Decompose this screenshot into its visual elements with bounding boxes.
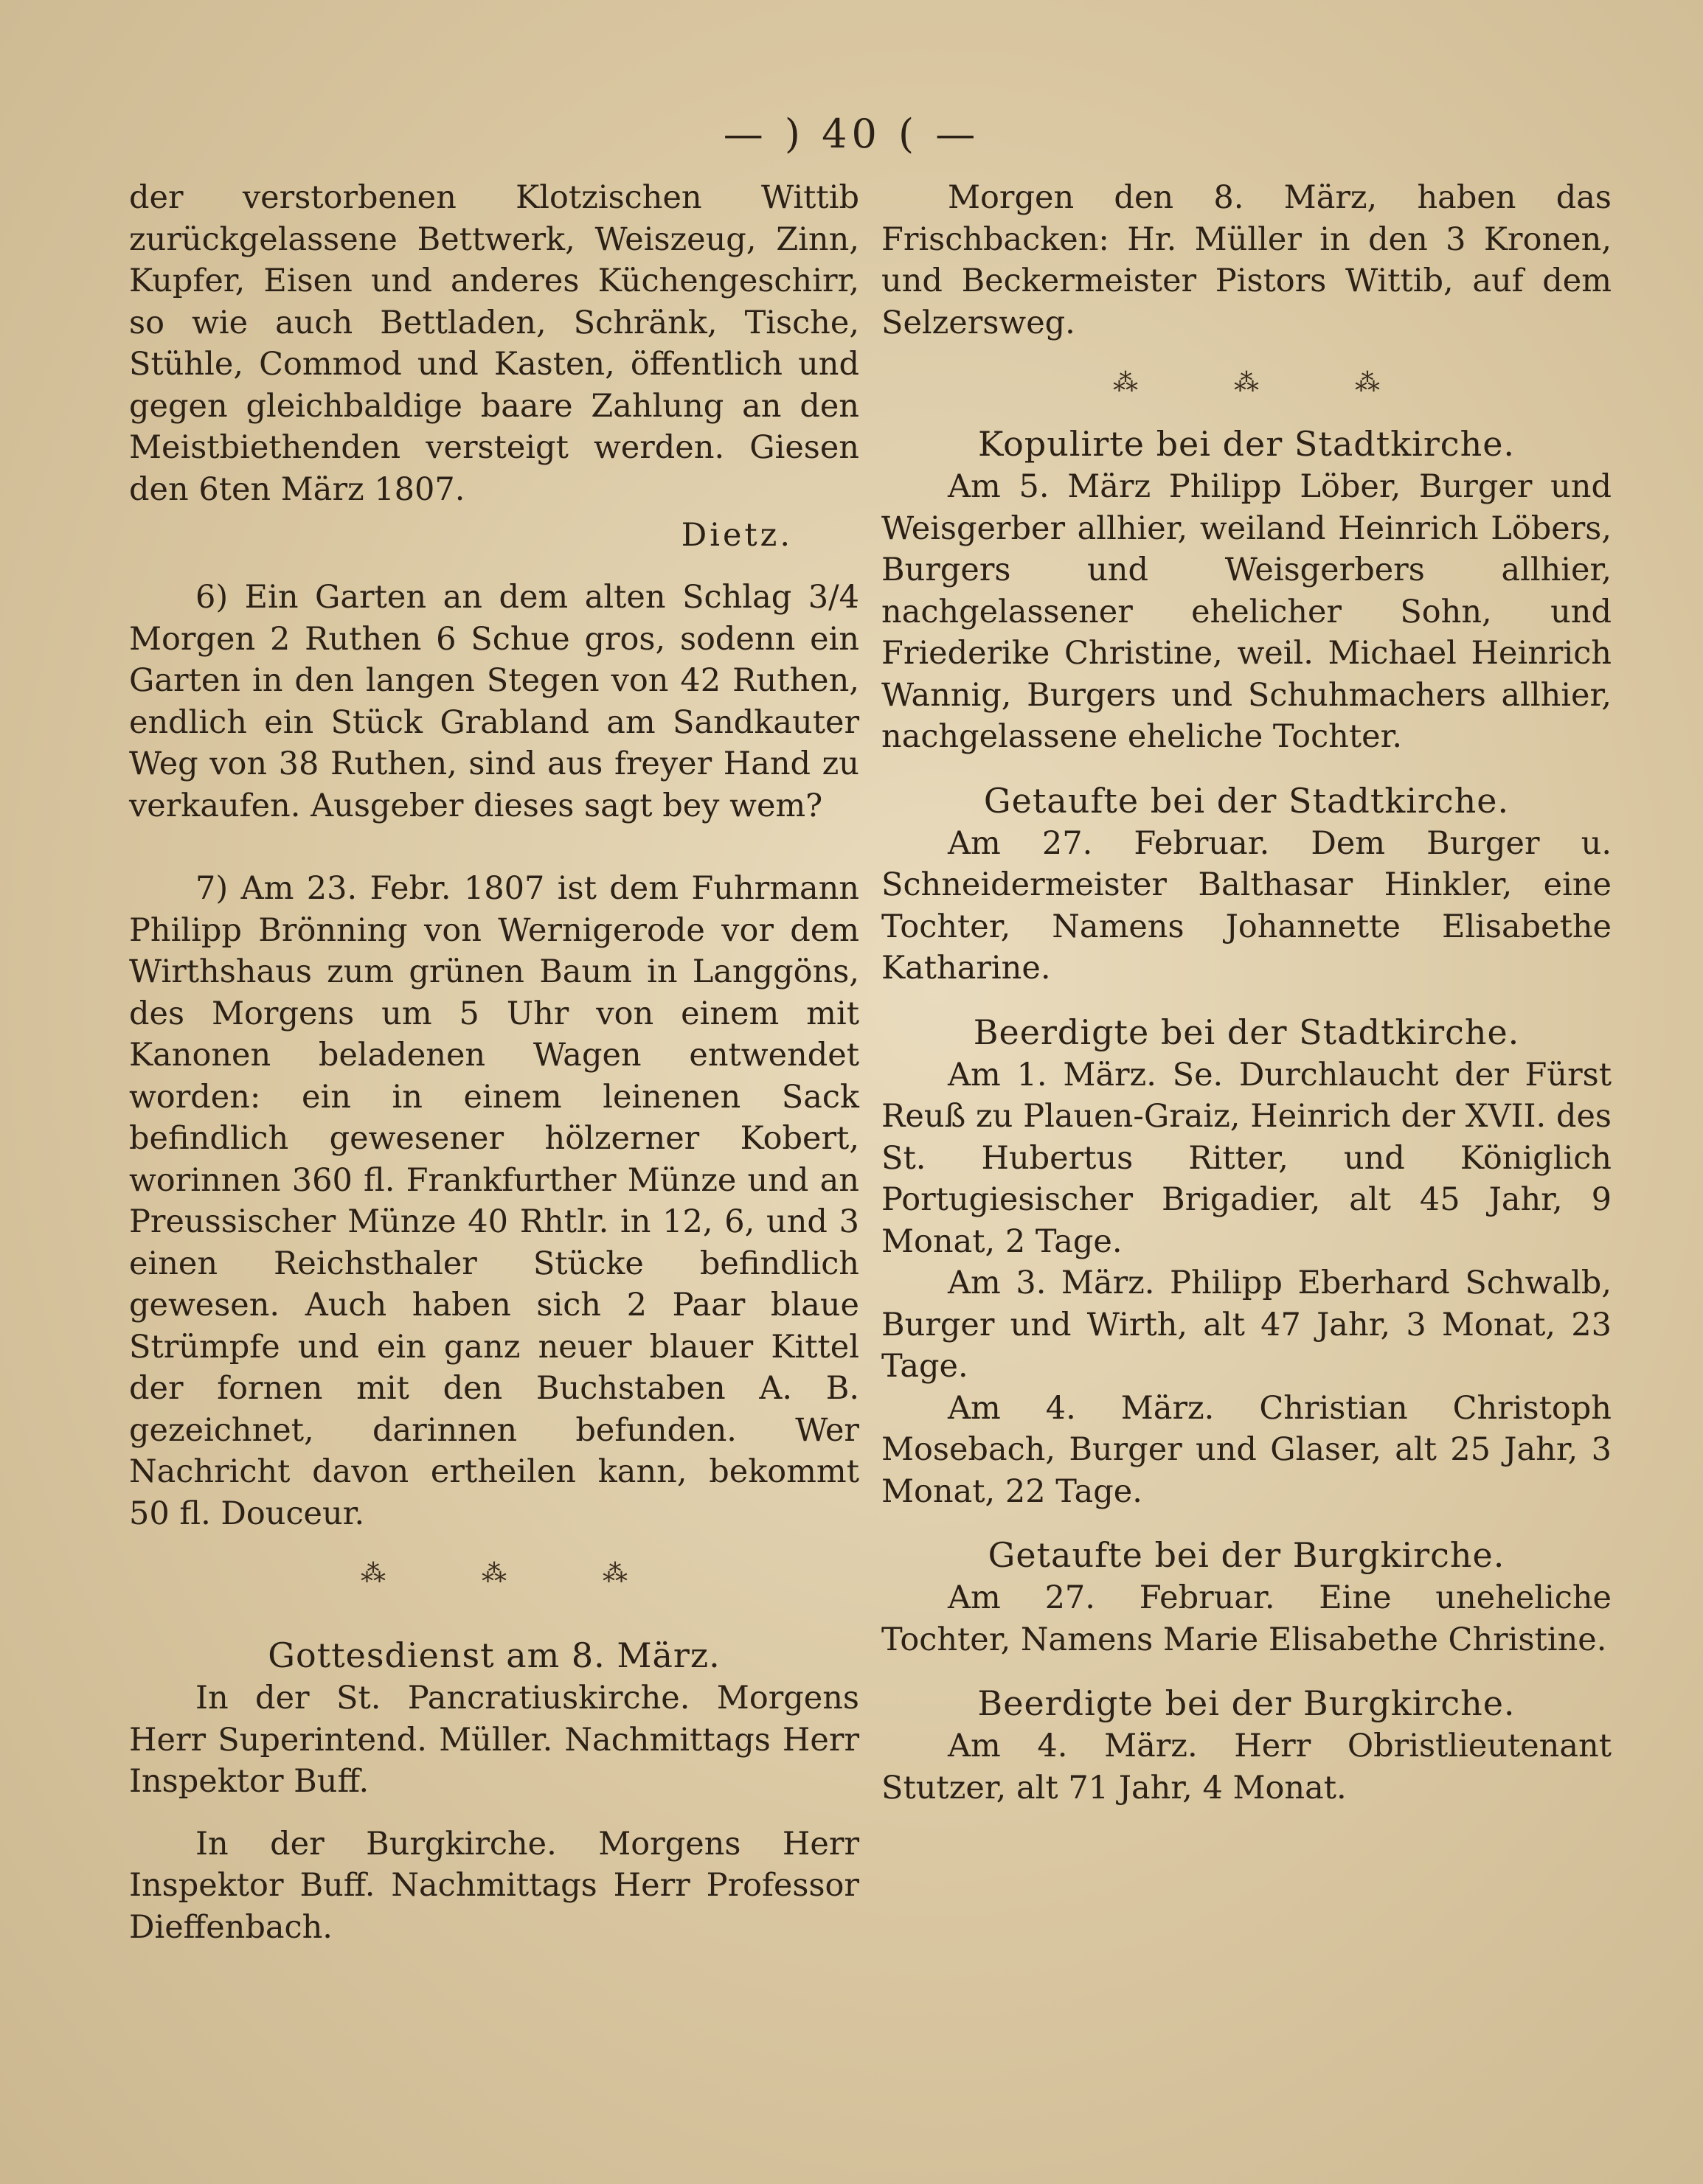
page-number: — ) 40 ( — — [723, 111, 980, 157]
heading-beerdigte-stadtkirche: Beerdigte bei der Stadtkirche. — [973, 1012, 1520, 1052]
ornament-divider — [129, 1555, 859, 1592]
ornament-divider — [881, 364, 1612, 401]
notice-6-garden-sale: 6) Ein Garten an dem alten Schlag 3/4 Morgen 2 Ruthen 6 Schue gros, sodenn ein Garten in den langen Stegen von 42 Ruthen, endlich ein Stück Grabland am Sandkauter Weg von 38 Ruthen, sind aus freyer Hand zu verkaufen. Ausgeber dieses sagt bey wem? — [129, 579, 859, 824]
heading-beerdigte-burgkirche: Beerdigte bei der Burgkirche. — [977, 1683, 1516, 1723]
baptism-entry-stadtkirche: Am 27. Februar. Dem Burger u. Schneidermeister Balthasar Hinkler, eine Tochter, Namens Johannette Elisabethe Katharine. — [881, 824, 1612, 987]
asterism-icon: ⁂ — [361, 1559, 386, 1588]
asterism-icon: ⁂ — [482, 1559, 507, 1588]
signature-dietz: Dietz. — [681, 517, 793, 554]
asterism-icon: ⁂ — [1113, 368, 1138, 397]
heading-gottesdienst: Gottesdienst am 8. März. — [268, 1635, 721, 1675]
heading-getaufte-stadtkirche: Getaufte bei der Stadtkirche. — [983, 780, 1510, 821]
auction-notice-continued: der verstorbenen Klotzischen Wittib zurückgelassene Bettwerk, Weiszeug, Zinn, Kupfer, Eisen und anderes Küchengeschirr, so wie auch Bettladen, Schränk, Tische, Stühle, Commod und Kasten, öffentlich und gegen gleichbaldige baare Zahlung an den Meistbiethenden versteigt werden. Giesen den 6ten März 1807. — [129, 179, 859, 508]
service-pancratiuskirche: In der St. Pancratiuskirche. Morgens Herr Superintend. Müller. Nachmittags Herr Inspektor Buff. — [129, 1680, 859, 1800]
asterism-icon: ⁂ — [603, 1559, 628, 1588]
asterism-icon: ⁂ — [1355, 368, 1380, 397]
baptism-entry-burgkirche: Am 27. Februar. Eine uneheliche Tochter, Namens Marie Elisabethe Christine. — [881, 1579, 1612, 1658]
notice-7-theft-report: 7) Am 23. Febr. 1807 ist dem Fuhrmann Philipp Brönning von Wernigerode vor dem Wirthshaus zum grünen Baum in Langgöns, des Morgens um 5 Uhr von einem mit Kanonen beladenen Wagen entwendet worden: ein in einem leinenen Sack befindlich gewesener hölzerner Kobert, worinnen 360 fl. Frankfurther Münze und an Preussischer Münze 40 Rhtlr. in 12, 6, und 3 einen Reichsthaler Stücke befindlich gewesen. Auch haben sich 2 Paar blaue Strümpfe und ein ganz neuer blauer Kittel der fornen mit den Buchstaben A. B. gezeichnet, darinnen befunden. Wer Nachricht davon ertheilen kann, bekommt 50 fl. Douceur. — [129, 870, 859, 1532]
burial-entry-fuerst-reuss: Am 1. März. Se. Durchlaucht der Fürst Reuß zu Plauen-Graiz, Heinrich der XVII. des St. Hubertus Ritter, und Königlich Portugiesischer Brigadier, alt 45 Jahr, 9 Monat, 2 Tage. — [881, 1056, 1612, 1260]
baking-notice: Morgen den 8. März, haben das Frischbacken: Hr. Müller in den 3 Kronen, und Beckermeister Pistors Wittib, auf dem Selzersweg. — [881, 179, 1612, 341]
service-burgkirche: In der Burgkirche. Morgens Herr Inspektor Buff. Nachmittags Herr Professor Dieffenbach. — [129, 1825, 859, 1946]
right-column — [881, 177, 1612, 1809]
heading-kopulirte-stadtkirche: Kopulirte bei der Stadtkirche. — [977, 424, 1516, 464]
burial-entry-stutzer: Am 4. März. Herr Obristlieutenant Stutzer, alt 71 Jahr, 4 Monat. — [881, 1728, 1612, 1806]
left-column — [129, 177, 859, 1948]
burial-entry-schwalb: Am 3. März. Philipp Eberhard Schwalb, Burger und Wirth, alt 47 Jahr, 3 Monat, 23 Tage. — [881, 1265, 1612, 1385]
marriage-entry: Am 5. März Philipp Löber, Burger und Weisgerber allhier, weiland Heinrich Löbers, Burgers und Weisgerbers allhier, nachgelassener ehelicher Sohn, und Friederike Christine, weil. Michael Heinrich Wannig, Burgers und Schuhmachers allhier, nachgelassene eheliche Tochter. — [881, 468, 1612, 755]
burial-entry-mosebach: Am 4. März. Christian Christoph Mosebach, Burger und Glaser, alt 25 Jahr, 3 Monat, 22 Tage. — [881, 1389, 1612, 1510]
heading-getaufte-burgkirche: Getaufte bei der Burgkirche. — [988, 1535, 1505, 1575]
asterism-icon: ⁂ — [1234, 368, 1259, 397]
